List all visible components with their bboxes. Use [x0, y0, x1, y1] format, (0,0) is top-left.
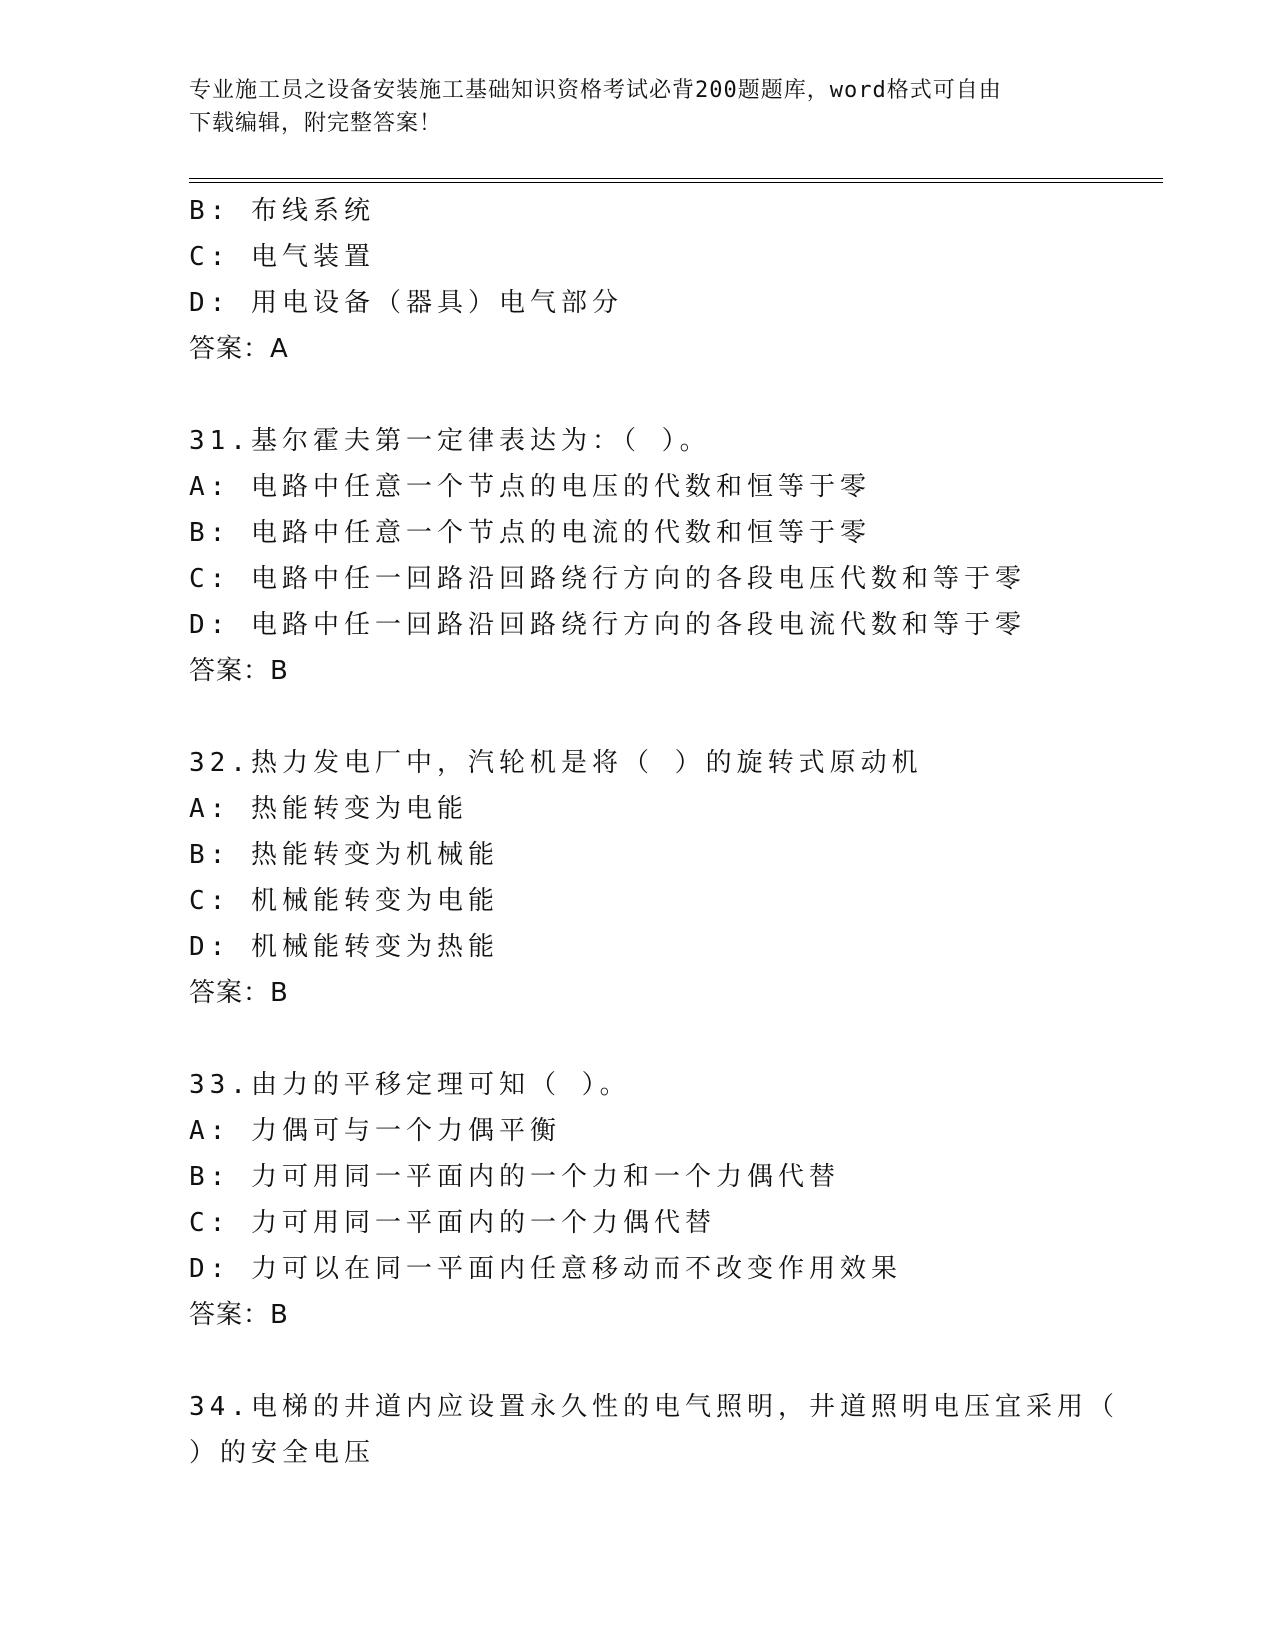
answer-label: 答案：B: [189, 1300, 289, 1330]
document-header: [189, 74, 1089, 140]
option-a: A: 力偶可与一个力偶平衡: [189, 1116, 561, 1146]
option-d: D: 机械能转变为热能: [189, 932, 499, 962]
option-a: A: 热能转变为电能: [189, 794, 468, 824]
option-d: D: 电路中任一回路沿回路绕行方向的各段电流代数和等于零: [189, 610, 1026, 640]
question-block-31: [189, 418, 1169, 694]
question-stem: 31.基尔霍夫第一定律表达为：（ ）。: [189, 426, 711, 456]
question-block-prev: [189, 188, 1169, 372]
spacer: [189, 1338, 1169, 1384]
spacer: [189, 372, 1169, 418]
answer-label: 答案：B: [189, 656, 289, 686]
option-b: B: 热能转变为机械能: [189, 840, 499, 870]
header-divider: [189, 178, 1163, 183]
answer-label: 答案：A: [189, 334, 289, 364]
header-line-1: 专业施工员之设备安装施工基础知识资格考试必背200题题库，word格式可自由: [189, 78, 1002, 103]
option-d: D: 力可以在同一平面内任意移动而不改变作用效果: [189, 1254, 902, 1284]
option-a: A: 电路中任意一个节点的电压的代数和恒等于零: [189, 472, 871, 502]
answer-label: 答案：B: [189, 978, 289, 1008]
question-block-32: [189, 740, 1169, 1016]
question-stem: 32.热力发电厂中，汽轮机是将（ ）的旋转式原动机: [189, 748, 923, 778]
option-d: D: 用电设备（器具）电气部分: [189, 288, 623, 318]
option-c: C: 电气装置: [189, 242, 375, 272]
option-b: B: 力可用同一平面内的一个力和一个力偶代替: [189, 1162, 840, 1192]
option-c: C: 电路中任一回路沿回路绕行方向的各段电压代数和等于零: [189, 564, 1026, 594]
question-list: [189, 188, 1169, 1476]
option-c: C: 力可用同一平面内的一个力偶代替: [189, 1208, 716, 1238]
question-stem: 33.由力的平移定理可知（ ）。: [189, 1070, 631, 1100]
question-block-34: [189, 1384, 1169, 1476]
question-stem-line-1: 34.电梯的井道内应设置永久性的电气照明，井道照明电压宜采用（: [189, 1392, 1119, 1422]
question-block-33: [189, 1062, 1169, 1338]
option-b: B: 布线系统: [189, 196, 375, 226]
option-c: C: 机械能转变为电能: [189, 886, 499, 916]
question-stem-line-2: ）的安全电压: [189, 1438, 376, 1468]
option-b: B: 电路中任意一个节点的电流的代数和恒等于零: [189, 518, 871, 548]
header-line-2: 下载编辑，附完整答案！: [189, 111, 443, 136]
spacer: [189, 1016, 1169, 1062]
spacer: [189, 694, 1169, 740]
